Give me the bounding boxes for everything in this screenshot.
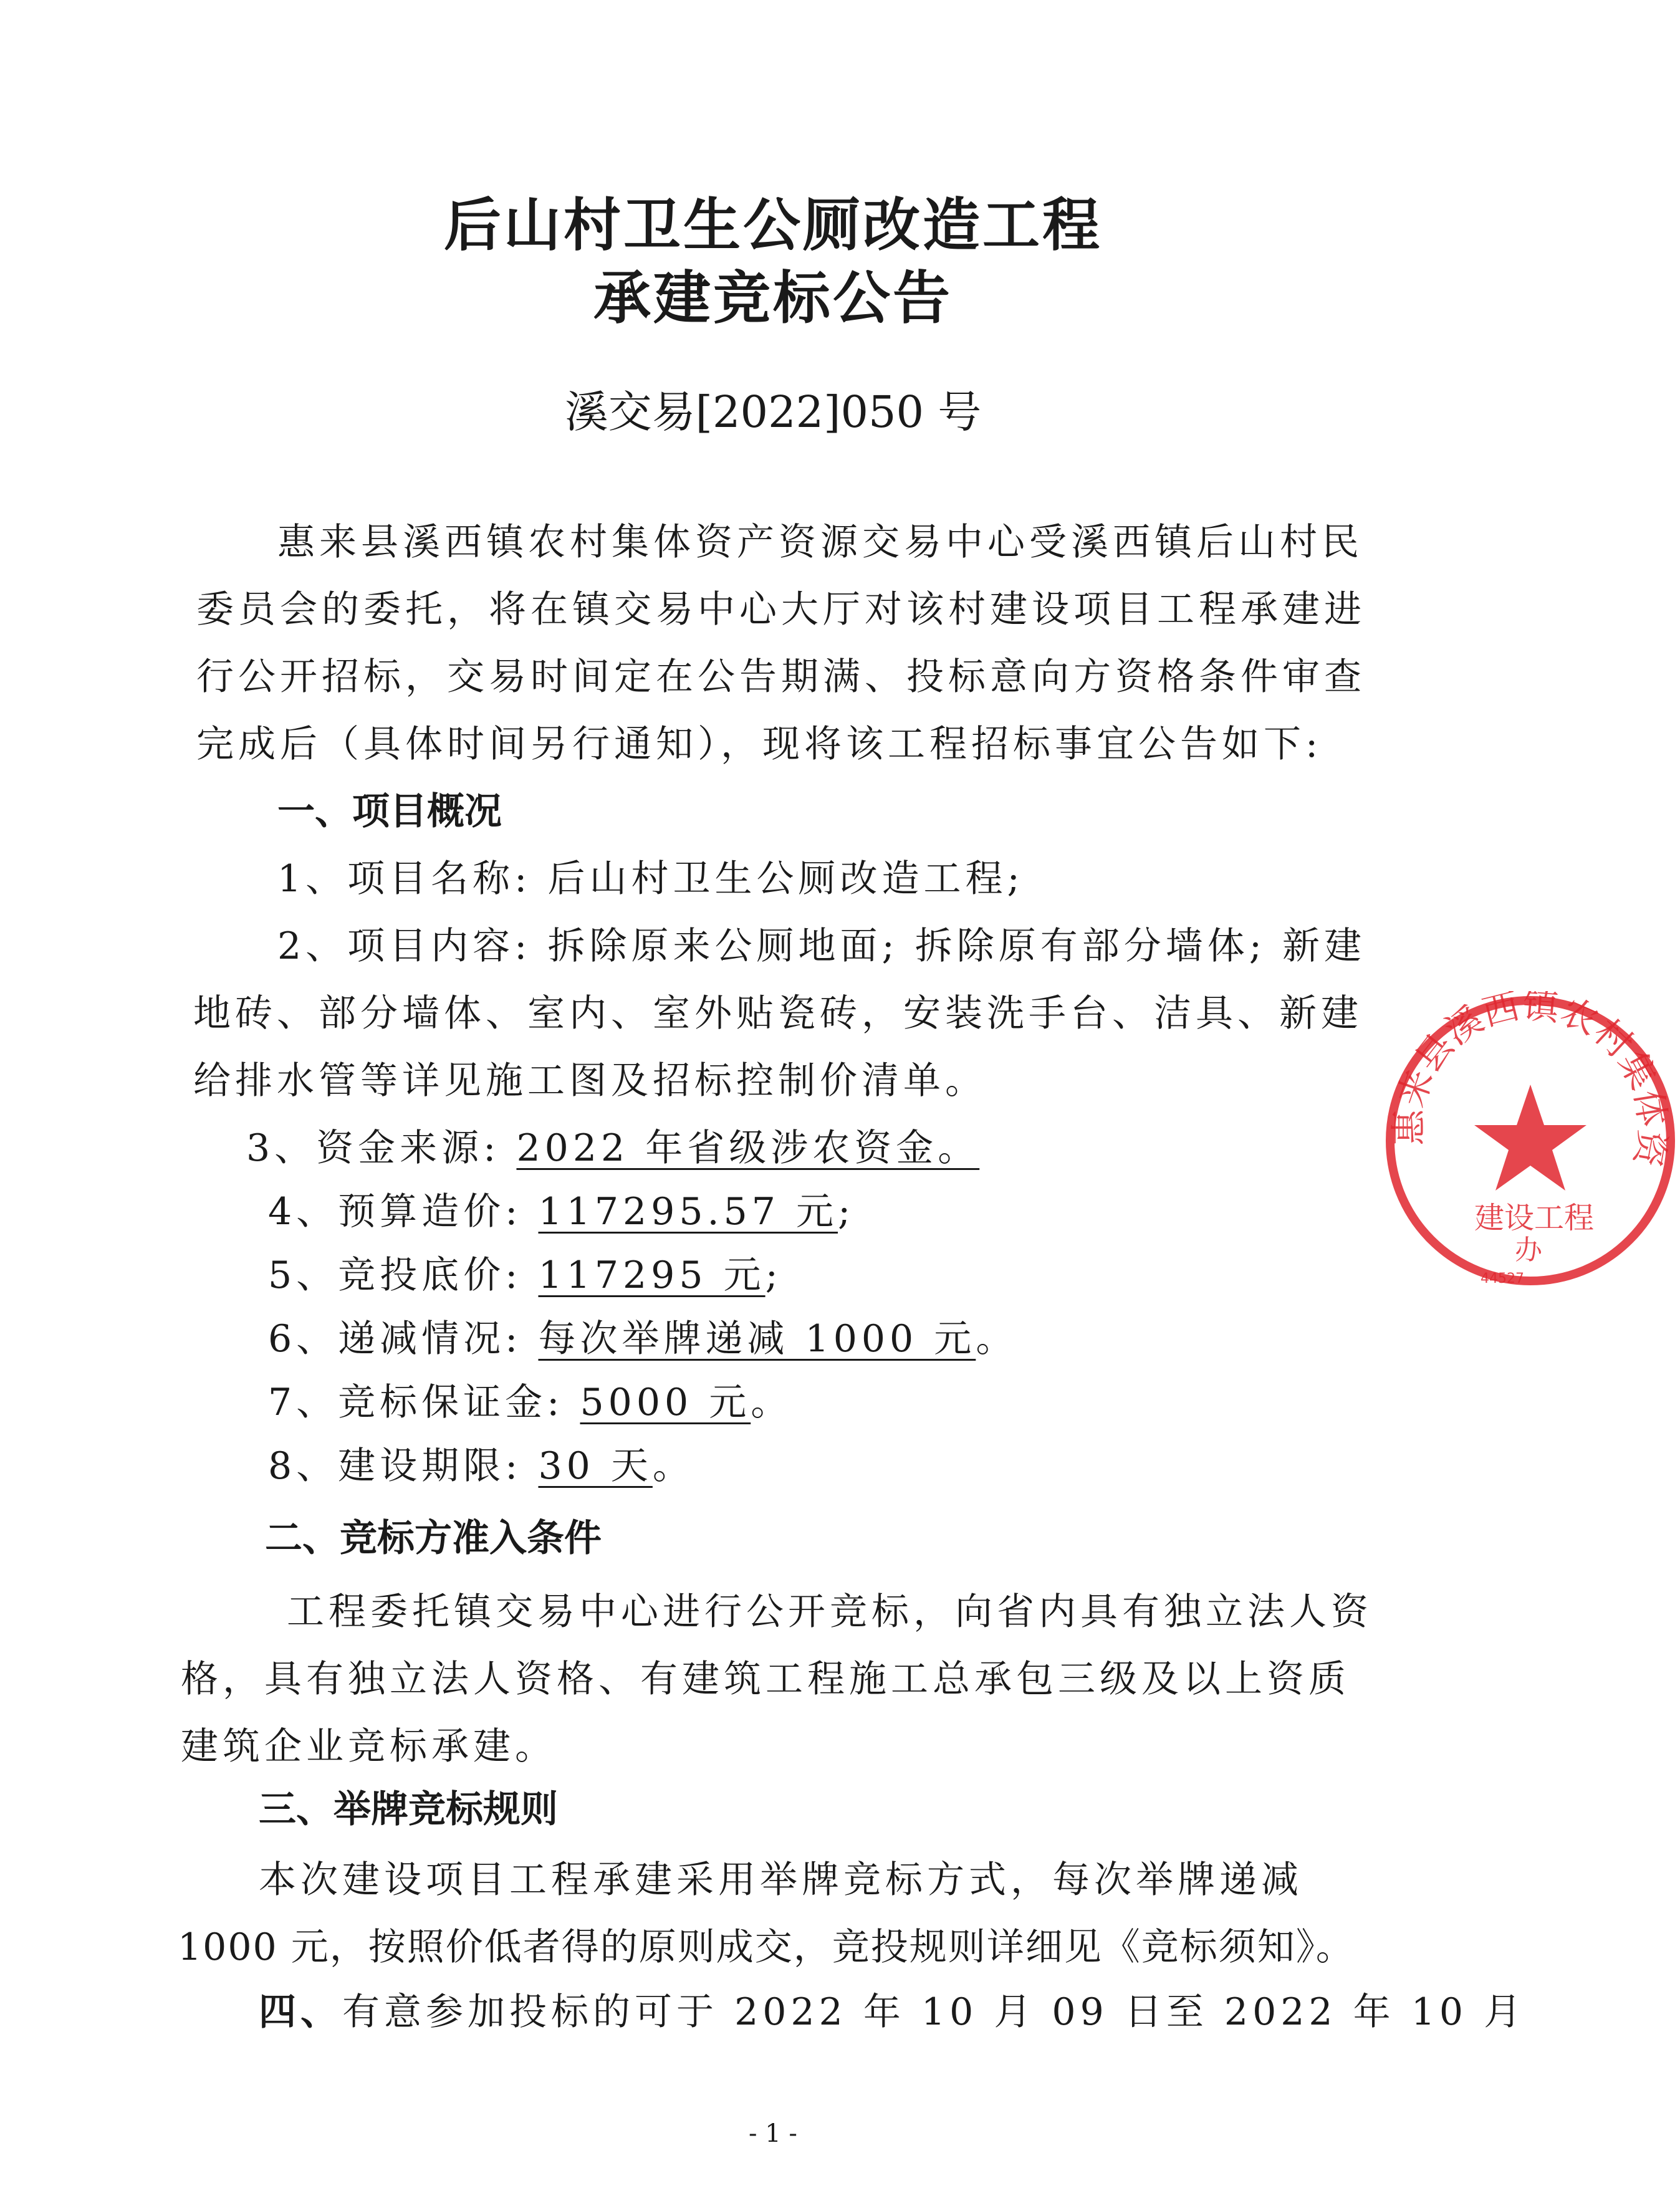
seal-bottom-text: 办	[1515, 1234, 1542, 1266]
seal-star-icon	[1474, 1085, 1586, 1191]
item-duration-value: 30 天	[538, 1444, 653, 1488]
seal-inner-text: 建设工程	[1474, 1201, 1595, 1235]
item-budget	[268, 1182, 855, 1235]
item-floor-price	[268, 1245, 782, 1299]
title-line-2: 承建竞标公告	[593, 264, 953, 332]
item-deposit	[268, 1373, 792, 1426]
section-2-line-1: 工程委托镇交易中心进行公开竞标，向省内具有独立法人资	[287, 1590, 1373, 1634]
item-floor-price-tail: ;	[765, 1254, 782, 1297]
section-2-line-3: 建筑企业竞标承建。	[181, 1725, 557, 1768]
seal-graphic	[1381, 991, 1680, 1290]
item-deposit-tail: 。	[751, 1381, 793, 1424]
item-duration-label: 8、建设期限:	[268, 1444, 539, 1488]
page-number: - 1 -	[749, 2119, 797, 2148]
seal-arc-text: 惠来县溪西镇农村集体资	[1387, 991, 1674, 1170]
intro-line-1: 惠来县溪西镇农村集体资产资源交易中心受溪西镇后山村民	[277, 520, 1363, 564]
document-number: 溪交易[2022]050 号	[564, 386, 982, 438]
item-budget-value: 117295.57 元	[538, 1190, 838, 1234]
official-seal	[1381, 991, 1680, 1290]
section-4-heading: 四、	[259, 1990, 342, 2034]
section-3-heading: 三、举牌竞标规则	[259, 1788, 558, 1831]
section-3-line-1: 本次建设项目工程承建采用举牌竞标方式，每次举牌递减	[259, 1858, 1303, 1902]
item-decrement	[268, 1309, 1017, 1363]
item-project-content-line-3: 给排水管等详见施工图及招标控制价清单。	[193, 1059, 987, 1103]
intro-line-3: 行公开招标，交易时间定在公告期满、投标意向方资格条件审查	[196, 655, 1366, 699]
section-3-line-2: 1000 元，按照价低者得的原则成交，竞投规则详细见《竞标须知》。	[178, 1925, 1355, 1969]
item-duration	[268, 1436, 694, 1490]
item-deposit-label: 7、竞标保证金:	[268, 1381, 580, 1424]
section-1-heading: 一、项目概况	[277, 790, 502, 833]
intro-line-4: 完成后（具体时间另行通知），现将该工程招标事宜公告如下:	[196, 722, 1323, 766]
section-2-line-2: 格，具有独立法人资格、有建筑工程施工总承包三级及以上资质	[181, 1657, 1350, 1701]
item-decrement-tail: 。	[976, 1317, 1018, 1361]
item-fund-source-value: 2022 年省级涉农资金。	[516, 1126, 980, 1170]
section-4-text: 有意参加投标的可于 2022 年 10 月 09 日至 2022 年 10 月	[342, 1990, 1526, 2034]
intro-line-2: 委员会的委托，将在镇交易中心大厅对该村建设项目工程承建进	[196, 588, 1366, 631]
item-fund-source-label: 3、资金来源:	[246, 1126, 517, 1170]
item-decrement-label: 6、递减情况:	[268, 1317, 539, 1361]
item-duration-tail: 。	[652, 1444, 694, 1488]
item-budget-label: 4、预算造价:	[268, 1190, 539, 1234]
title-line-1: 后山村卫生公厕改造工程	[443, 191, 1102, 259]
item-budget-tail: ;	[838, 1190, 855, 1234]
item-deposit-value: 5000 元	[580, 1381, 751, 1424]
item-floor-price-value: 117295 元	[538, 1254, 766, 1297]
item-fund-source	[246, 1118, 979, 1172]
item-project-name: 1、项目名称: 后山村卫生公厕改造工程;	[277, 857, 1024, 901]
item-project-content-line-1: 2、项目内容: 拆除原来公厕地面; 拆除原有部分墙体; 新建	[277, 924, 1366, 968]
section-2-heading: 二、竞标方准入条件	[265, 1517, 602, 1560]
section-4-line-1	[259, 1982, 1525, 2036]
seal-digits: 44527	[1481, 1271, 1524, 1287]
item-project-content-line-2: 地砖、部分墙体、室内、室外贴瓷砖，安装洗手台、洁具、新建	[193, 992, 1363, 1035]
item-decrement-value: 每次举牌递减 1000 元	[538, 1317, 976, 1361]
item-floor-price-label: 5、竞投底价:	[268, 1254, 539, 1297]
